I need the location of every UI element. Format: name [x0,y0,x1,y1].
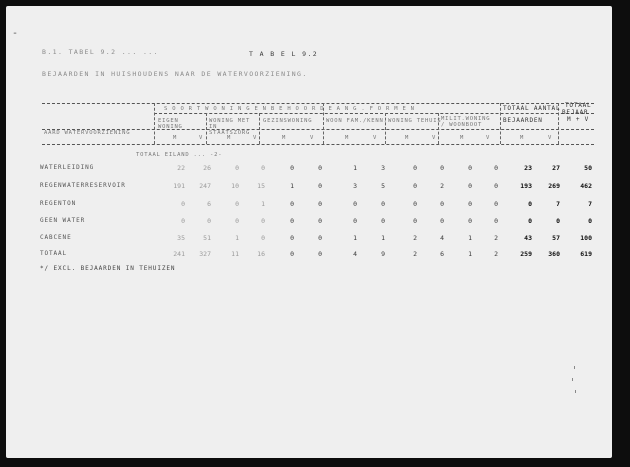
table-cell: 462 [580,182,592,190]
row-label: WATERLEIDING [40,164,95,171]
table-cell: 327 [199,250,211,258]
mv-label: M [405,135,410,141]
speck [574,366,575,369]
table-cell: 6 [440,250,444,258]
table-cell: 0 [440,200,444,208]
subheader: MILIT.WONING / WOONBOOT [441,116,491,128]
table-cell: 7 [556,200,560,208]
table-cell: 2 [413,250,417,258]
table-cell: 4 [440,234,444,242]
table-cell: 0 [318,234,322,242]
table-cell: 0 [207,217,211,225]
table-cell: 26 [203,164,211,172]
table-cell: 0 [353,200,357,208]
table-cell: 0 [290,217,294,225]
table-cell: 191 [173,182,185,190]
mv-label: V [199,135,204,141]
table-cell: 22 [177,164,185,172]
table-cell: 0 [413,200,417,208]
table-cell: 0 [381,217,385,225]
table-cell: 247 [199,182,211,190]
table-cell: 0 [261,234,265,242]
table-cell: 1 [381,234,385,242]
table-cell: 2 [413,234,417,242]
table-number: T A B E L 9.2 [249,50,319,58]
table-cell: 9 [381,250,385,258]
table-cell: 0 [413,182,417,190]
table-cell: 3 [381,164,385,172]
mv-label: M [520,135,525,141]
document-page [6,6,612,458]
side-mark: - [12,28,19,39]
table-cell: 0 [261,217,265,225]
mv-label: V [432,135,437,141]
table-cell: 0 [468,182,472,190]
table-cell: 1 [235,234,239,242]
table-cell: 57 [552,234,560,242]
mv-label: V [486,135,491,141]
mv-label: V [253,135,258,141]
mv-label: V [310,135,315,141]
stub-header: AARD WATERVOORZIENING [44,130,131,136]
vrule [500,103,501,144]
table-cell: 0 [494,164,498,172]
subheader: WONING MET IN STAATSZORG [209,118,251,136]
subheader: WOON FAM./KENN. [326,118,388,124]
table-cell: 0 [318,200,322,208]
rule-body [42,144,594,145]
table-cell: 0 [381,200,385,208]
table-cell: 35 [177,234,185,242]
subheader: BEJAARDEN [503,117,543,124]
table-cell: 241 [173,250,185,258]
table-cell: 0 [181,200,185,208]
row-label: TOTAAL [40,250,68,257]
table-cell: 1 [261,200,265,208]
rule-subheader [154,113,594,114]
table-cell: 0 [588,217,592,225]
mv-label: M [282,135,287,141]
table-cell: 0 [290,200,294,208]
header-line-1: B.1. TABEL 9.2 ... ... [42,48,159,56]
rule-top [42,103,594,104]
table-cell: 0 [494,217,498,225]
grand-header-1: TOTAAL [565,102,592,109]
table-cell: 4 [353,250,357,258]
mv-label: V [373,135,378,141]
table-cell: 0 [290,250,294,258]
table-cell: 619 [580,250,592,258]
table-cell: 1 [468,250,472,258]
table-cell: 0 [556,217,560,225]
total-header: TOTAAL AANTAL [503,105,561,112]
table-cell: 0 [290,164,294,172]
table-cell: 0 [413,217,417,225]
table-cell: 23 [524,164,532,172]
table-cell: 11 [231,250,239,258]
table-cell: 0 [494,182,498,190]
table-cell: 15 [257,182,265,190]
table-cell: 51 [203,234,211,242]
table-cell: 43 [524,234,532,242]
mv-label: V [548,135,553,141]
table-cell: 0 [413,164,417,172]
footnote: */ EXCL. BEJAARDEN IN TEHUIZEN [40,265,176,272]
table-cell: 0 [528,217,532,225]
table-title: BEJAARDEN IN HUISHOUDENS NAAR DE WATERVOORZIENING. [42,70,308,78]
vrule [154,103,155,144]
table-cell: 50 [584,164,592,172]
row-label: REGENTON [40,200,77,207]
table-cell: 2 [494,234,498,242]
section-label: TOTAAL EILAND ... -2- [136,152,223,158]
subheader: EIGEN WONING [158,118,183,130]
table-cell: 0 [235,200,239,208]
table-cell: 0 [440,217,444,225]
grand-header-3: M + V [567,116,590,123]
table-cell: 27 [552,164,560,172]
vrule [259,113,260,144]
table-cell: 1 [290,182,294,190]
table-cell: 0 [235,217,239,225]
mv-label: M [460,135,465,141]
mv-label: M [345,135,350,141]
table-cell: 269 [548,182,560,190]
table-cell: 0 [318,164,322,172]
table-cell: 360 [548,250,560,258]
table-cell: 0 [318,217,322,225]
table-cell: 0 [261,164,265,172]
table-cell: 0 [181,217,185,225]
table-cell: 193 [520,182,532,190]
table-cell: 7 [588,200,592,208]
vrule [206,113,207,144]
row-label: GEEN WATER [40,217,86,224]
speck [572,378,573,381]
grand-header-2: BEJAAR [562,109,589,116]
table-cell: 2 [494,250,498,258]
subheader: WONING TEHUIS [388,118,442,124]
table-cell: 5 [381,182,385,190]
table-cell: 0 [353,217,357,225]
group-header: S O O R T W O N I N G E N B E H O O R D E A N G . F O R M E N [164,106,415,112]
table-cell: 1 [353,164,357,172]
mv-label: M [173,135,178,141]
speck [575,390,576,393]
table-cell: 0 [290,234,294,242]
table-cell: 1 [353,234,357,242]
table-cell: 0 [468,217,472,225]
table-cell: 259 [520,250,532,258]
table-cell: 10 [231,182,239,190]
row-label: CABCENE [40,234,72,241]
table-cell: 16 [257,250,265,258]
table-cell: 6 [207,200,211,208]
row-label: REGENWATERRESERVOIR [40,182,126,189]
subheader: GEZINSWONING [263,118,313,124]
table-cell: 0 [494,200,498,208]
table-cell: 2 [440,182,444,190]
table-cell: 0 [528,200,532,208]
table-cell: 1 [468,234,472,242]
table-cell: 0 [318,182,322,190]
table-cell: 0 [468,200,472,208]
table-cell: 3 [353,182,357,190]
table-cell: 0 [235,164,239,172]
table-cell: 100 [580,234,592,242]
mv-label: M [227,135,232,141]
table-cell: 0 [468,164,472,172]
table-cell: 0 [318,250,322,258]
table-cell: 0 [440,164,444,172]
